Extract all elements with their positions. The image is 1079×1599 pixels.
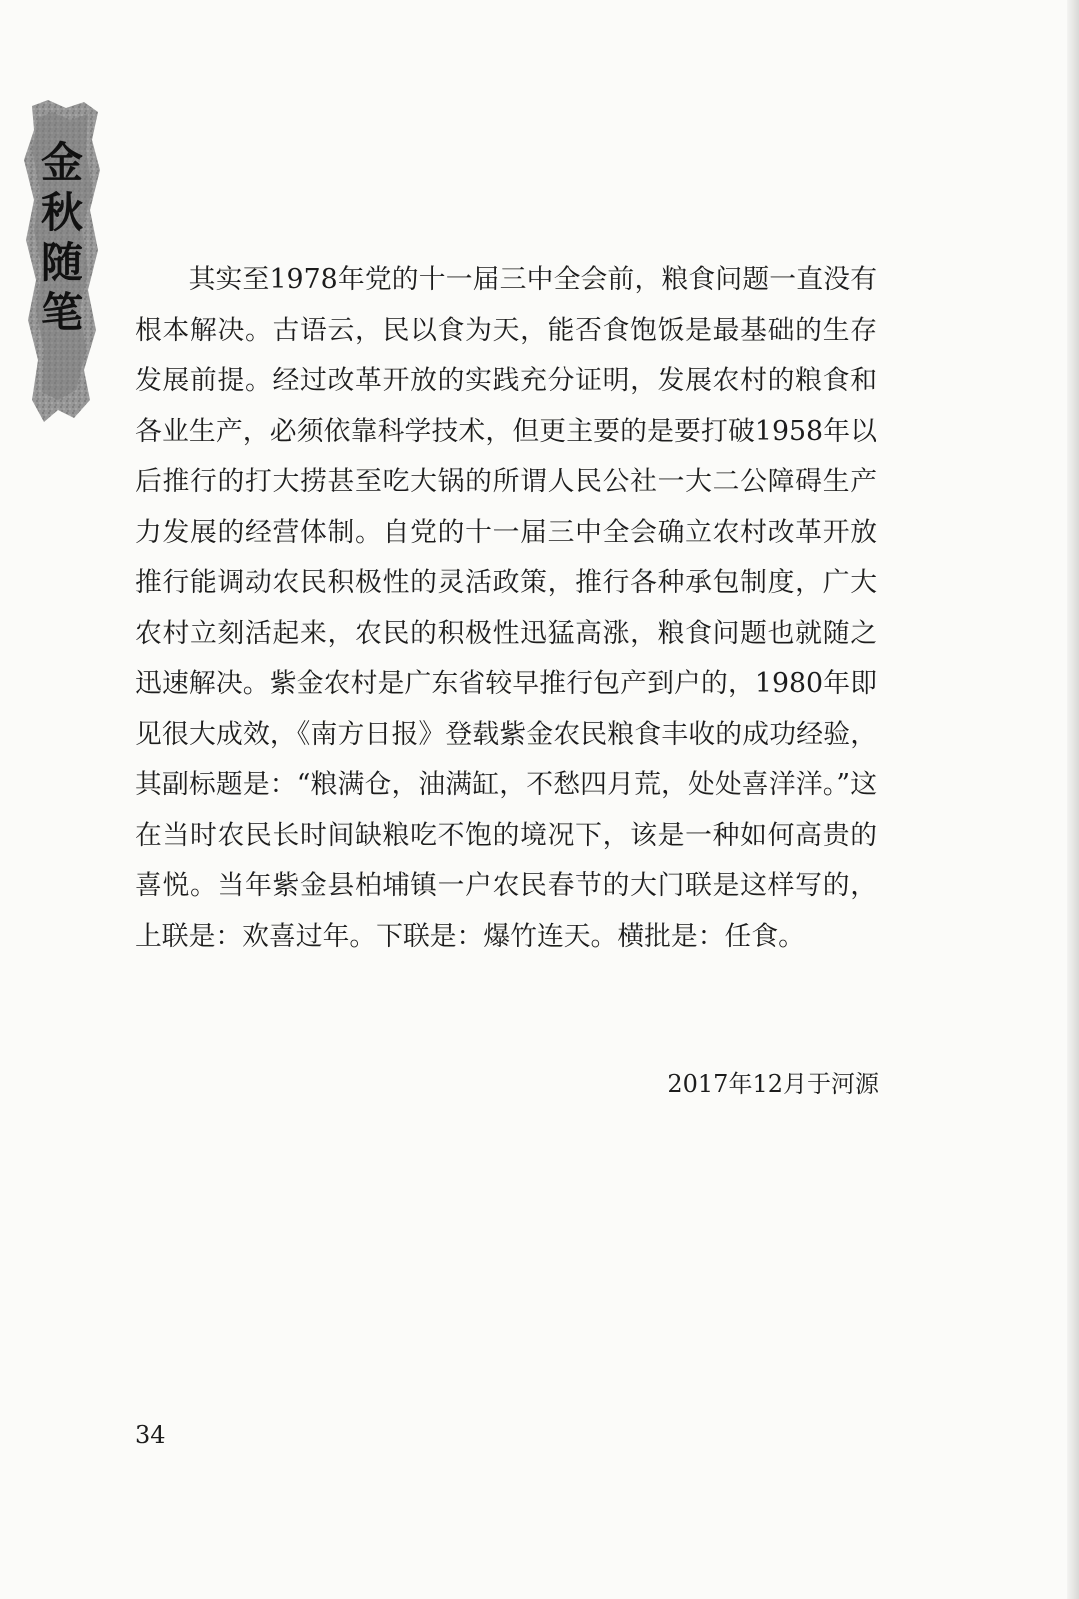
- page-number: 34: [135, 1421, 166, 1449]
- article-dateline: 2017年12月于河源: [667, 1070, 879, 1098]
- page-edge-shadow: [1067, 0, 1079, 1599]
- side-banner: [18, 100, 104, 422]
- side-banner-title: 金秋随笔: [35, 140, 84, 340]
- article-body: 其实至1978年党的十一届三中全会前，粮食问题一直没有根本解决。古语云，民以食为天，能否食饱饭是最基础的生存发展前提。经过改革开放的实践充分证明，发展农村的粮食和各业生产，必须依靠科学技术，但更主要的是要打破1958年以后推行的打大捞甚至吃大锅的所谓人民公社一大二公障碍生产力发展的经营体制。自党的十一届三中全会确立农村改革开放推行能调动农民积极性的灵活政策，推行各种承包制度，广大农村立刻活起来，农民的积极性迅猛高涨，粮食问题也就随之迅速解决。紫金农村是广东省较早推行包产到户的，1980年即见很大成效，《南方日报》登载紫金农民粮食丰收的成功经验，其副标题是：“粮满仓，油满缸，不愁四月荒，处处喜洋洋。”这在当时农民长时间缺粮吃不饱的境况下，该是一种如何高贵的喜悦。当年紫金县柏埔镇一户农民春节的大门联是这样写的，上联是：欢喜过年。下联是：爆竹连天。横批是：任食。: [135, 264, 877, 952]
